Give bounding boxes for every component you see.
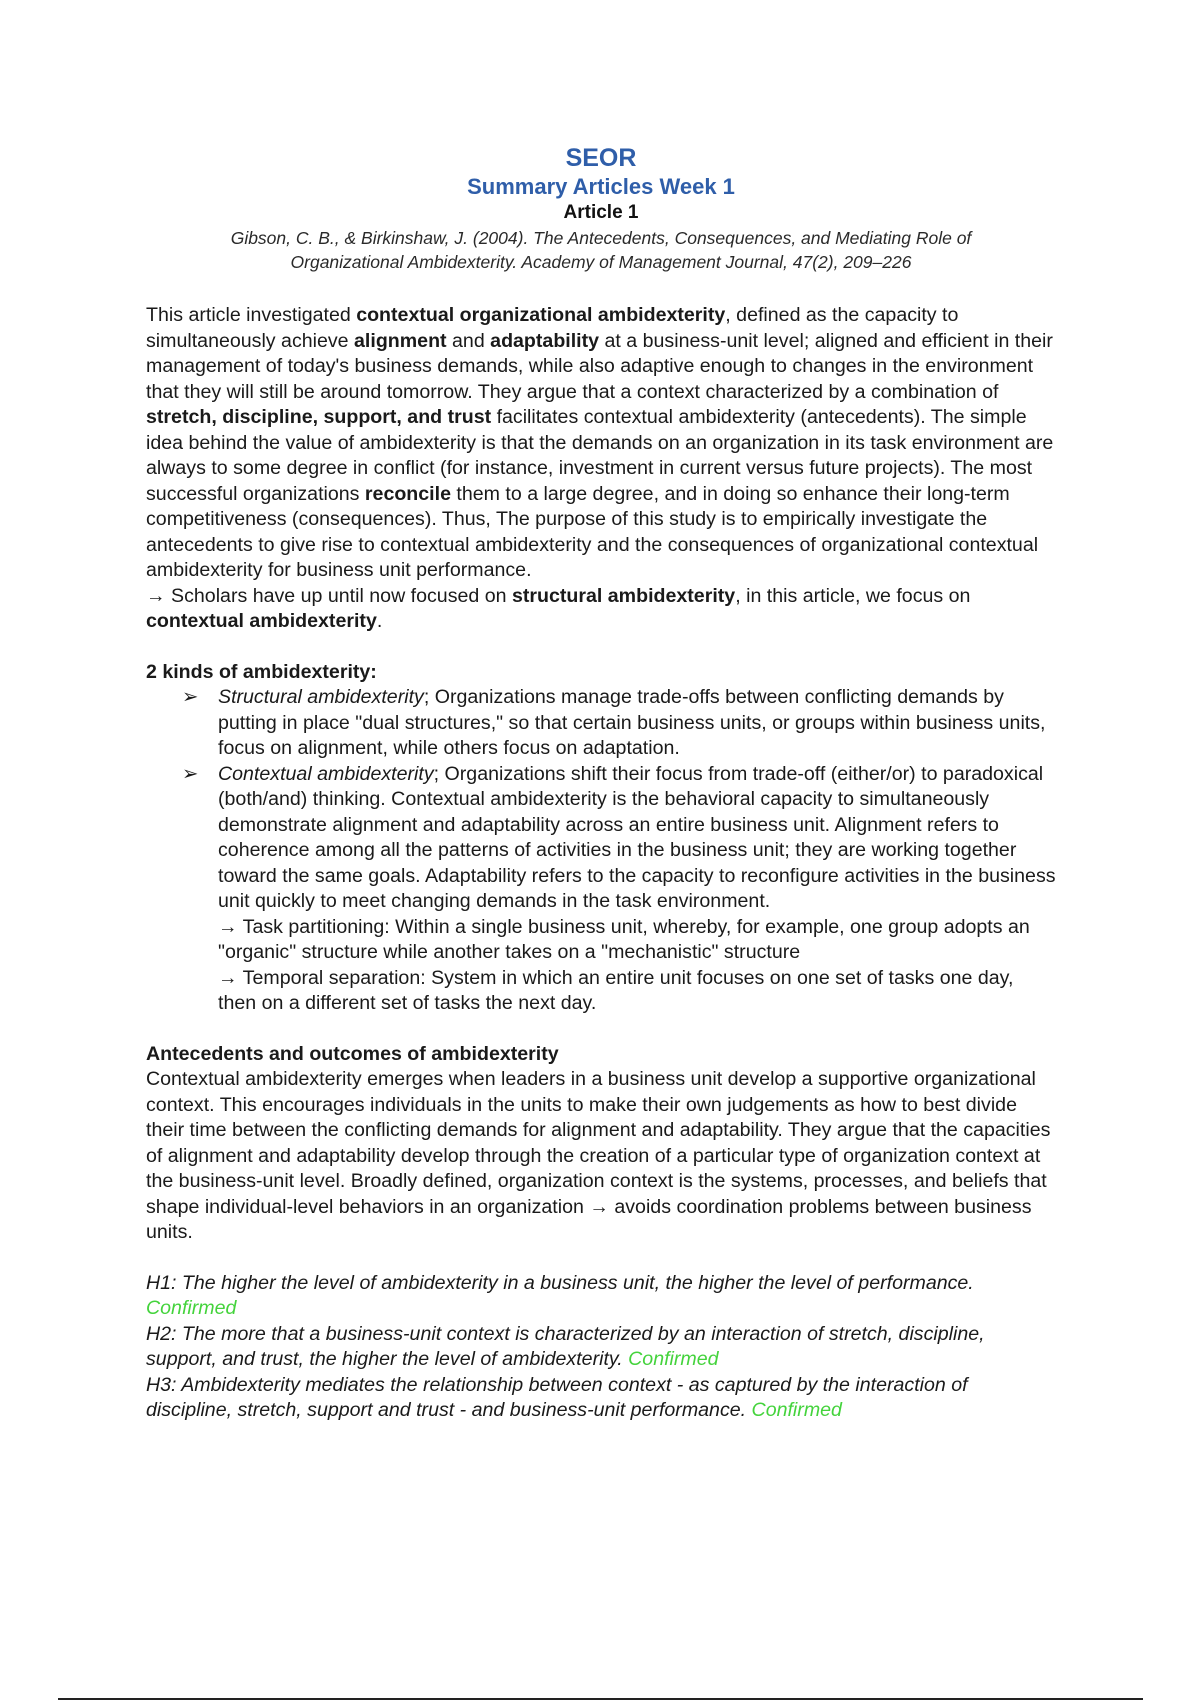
arrow-text: , in this article, we focus on <box>735 584 971 607</box>
hypothesis <box>146 1322 1056 1373</box>
hypothesis-text: H3: Ambidexterity mediates the relationship between context - as captured by the interaction of discipline, stretch, support and trust - and business-unit performance. <box>146 1373 968 1421</box>
sub-note: → Temporal separation: System in which an entire unit focuses on one set of tasks one day, then on a different set of tasks the next day. <box>218 966 1014 1014</box>
arrow-bullet-icon: ➢ <box>182 686 199 708</box>
kinds-list <box>146 685 1056 1017</box>
intro-arrow-note <box>146 584 1056 635</box>
intro-paragraph <box>146 303 1056 584</box>
hypothesis-text: H1: The higher the level of ambidexterity in a business unit, the higher the level of performance. <box>146 1271 974 1294</box>
intro-text: them to a large degree, and in doing so enhance their long-term competitiveness (consequences). Thus, The purpose of this study is to empirically investigate the antecedents to give rise to contextual ambidexterity and the consequences of organizational contextual ambidexterity for business unit performance. <box>146 482 1039 581</box>
arrow-term: contextual ambidexterity <box>146 610 377 632</box>
document-subtitle: Summary Articles Week 1 <box>467 174 735 199</box>
intro-term: adaptability <box>490 329 600 352</box>
status-badge: Confirmed <box>751 1399 842 1421</box>
status-badge: Confirmed <box>146 1297 237 1319</box>
document-header <box>146 143 1056 274</box>
sub-note: → Task partitioning: Within a single business unit, whereby, for example, one group adopts an "organic" structure while another takes on a "mechanistic" structure <box>218 915 1030 963</box>
document-title: SEOR <box>565 144 637 172</box>
hypothesis-text: H2: The more that a business-unit context is characterized by an interaction of stretch, discipline, support, and trust, the higher the level of ambidexterity. <box>146 1322 985 1370</box>
intro-text: facilitates contextual ambidexterity (antecedents). The simple idea behind the value of ambidexterity is that the demands on an organization in its task environment are always to some degree in conflict (for instance, investment in current versus future projects). The most successful organizations <box>146 406 1054 505</box>
article-number: Article 1 <box>563 202 639 223</box>
intro-text: This article investigated <box>146 304 357 326</box>
kinds-heading: 2 kinds of ambidexterity: <box>146 660 377 683</box>
intro-text: at a business-unit level; aligned and efficient in their management of today's business demands, while also adaptive enough to changes in the environment that they will still be around tomorrow. They argue that a context characterized by a combination of <box>146 329 1053 403</box>
arrow-text: . <box>376 610 383 632</box>
intro-term: alignment <box>354 329 447 352</box>
item-text: ; Organizations manage trade-offs between conflicting demands by putting in place "dual structures," so that certain business units, or groups within business units, focus on alignment, while others focus on adaptation. <box>218 686 1046 759</box>
antecedents-heading: Antecedents and outcomes of ambidexterity <box>146 1042 559 1065</box>
intro-term: stretch, discipline, support, and trust <box>146 406 492 428</box>
status-badge: Confirmed <box>628 1348 719 1370</box>
arrow-bullet-icon: ➢ <box>182 762 199 785</box>
intro-text: and <box>446 329 491 352</box>
citation-line-2: Organizational Ambidexterity. Academy of Management Journal, 47(2), 209–226 <box>290 252 912 272</box>
antecedents-body: Contextual ambidexterity emerges when leaders in a business unit develop a supportive organizational context. This encourages individuals in the units to make their own judgements as how to best divide their time between the conflicting demands for alignment and adaptability. They argue that the capacities of alignment and adaptability develop through the creation of a particular type of organization context at the business-unit level. Broadly defined, organization context is the systems, processes, and beliefs that shape individual-level behaviors in an organization → avoids coordination problems between business units. <box>146 1068 1051 1243</box>
citation <box>146 226 1056 274</box>
item-text: ; Organizations shift their focus from trade-off (either/or) to paradoxical (both/and) thinking. Contextual ambidexterity is the behavioral capacity to simultaneously demonstrate alignment and adaptability across an entire business unit. Alignment refers to coherence among all the patterns of activities in the business unit; they are working together toward the same goals. Adaptability refers to the capacity to reconfigure activities in the business unit quickly to meet changing demands in the task environment. <box>218 762 1056 912</box>
item-label: Structural ambidexterity <box>218 686 424 708</box>
list-item <box>182 685 1056 762</box>
document-page <box>146 143 1056 1424</box>
intro-term: reconcile <box>364 482 451 505</box>
intro-term: contextual organizational ambidexterity <box>356 304 726 326</box>
item-label: Contextual ambidexterity <box>218 762 434 785</box>
hypothesis <box>146 1271 1056 1322</box>
arrow-term: structural ambidexterity <box>511 584 736 607</box>
arrow-text: → Scholars have up until now focused on <box>146 584 512 607</box>
hypotheses <box>146 1271 1056 1424</box>
citation-line-1: Gibson, C. B., & Birkinshaw, J. (2004). The Antecedents, Consequences, and Mediating Role of <box>230 228 972 248</box>
intro-text: , defined as the capacity to simultaneously achieve <box>146 304 959 352</box>
list-item <box>182 762 1056 1017</box>
hypothesis <box>146 1373 1056 1424</box>
